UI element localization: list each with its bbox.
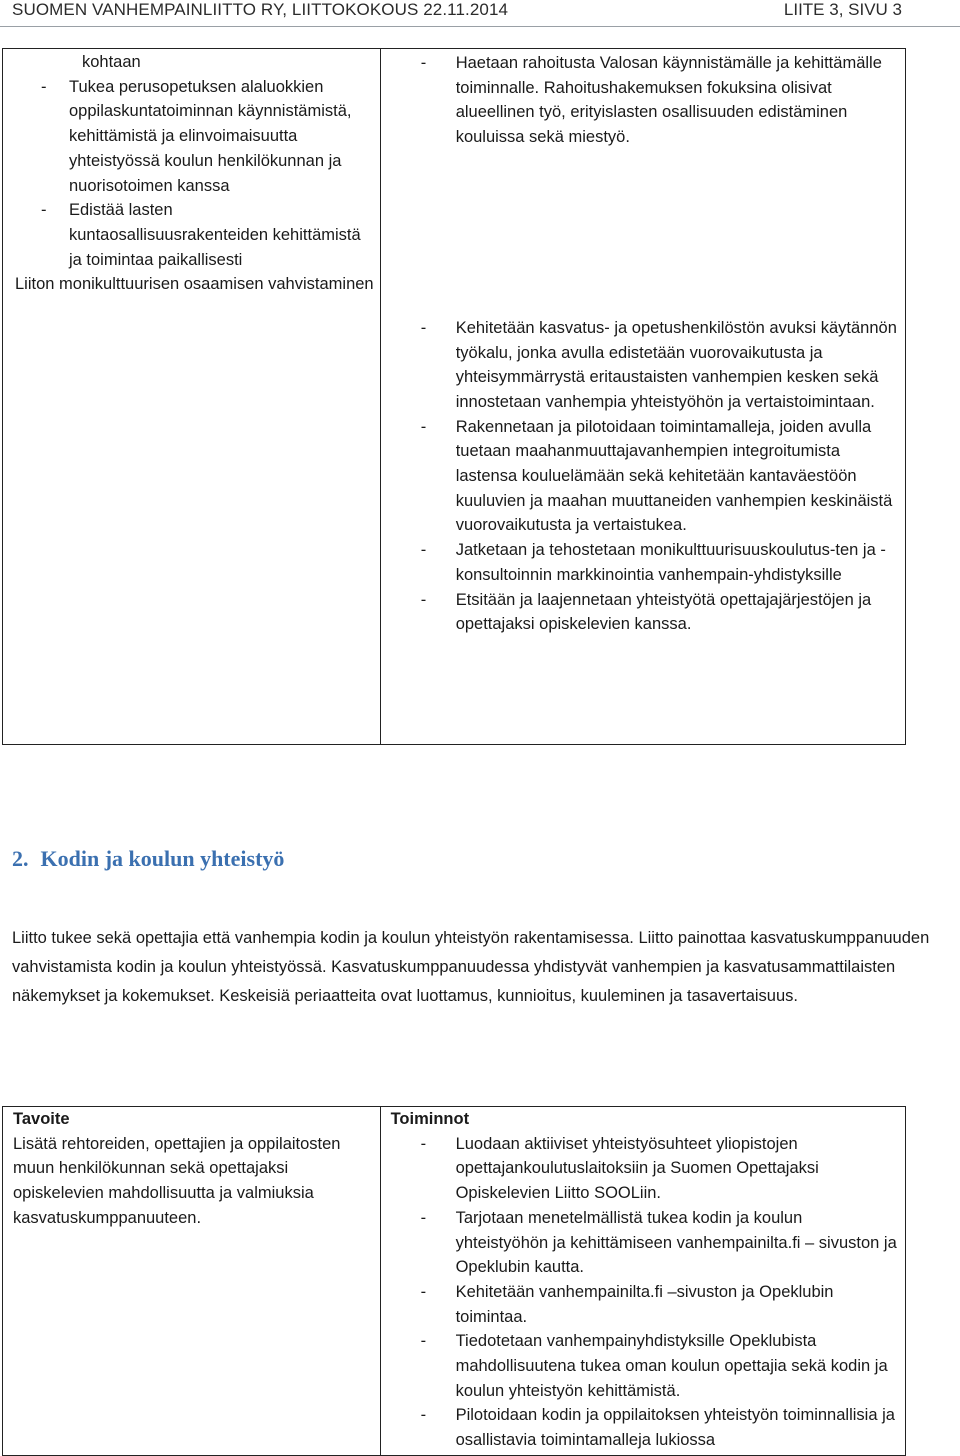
section-number: 2. bbox=[12, 846, 29, 871]
list-item: - Kehitetään kasvatus- ja opetushenkilöstön avuksi käytännön työkalu, jonka avulla edistetään vuorovaikutusta ja yhteisymmärrystä eritaustaisten vanhempien kesken sekä innostetaan vanhempia yhteistyöhön ja vertaistoimintaan. bbox=[381, 316, 897, 415]
page-header bbox=[0, 0, 960, 27]
actions-list-top bbox=[381, 51, 897, 150]
intro-text: kohtaan bbox=[82, 53, 141, 71]
goal-text: Liiton monikulttuurisen osaamisen vahvistaminen bbox=[15, 275, 374, 294]
list-item: - Tiedotetaan vanhempainyhdistyksille Opeklubista mahdollisuutena tukea oman koulun opettajia sekä kodin ja koulun yhteistyön kehittämistä. bbox=[381, 1329, 897, 1403]
list-item: - Etsitään ja laajennetaan yhteistyötä opettajajärjestöjen ja opettajaksi opiskelevien kanssa. bbox=[381, 588, 897, 637]
list-item: - Jatketaan ja tehostetaan monikulttuurisuuskoulutus-ten ja -konsultoinnin markkinointia vanhempain-yhdistyksille bbox=[381, 538, 897, 587]
goal-text: Lisätä rehtoreiden, opettajien ja oppilaitosten muun henkilökunnan sekä opettajaksi opiskelevien mahdollisuutta ja valmiuksia kasvatuskumppanuuteen. bbox=[13, 1134, 341, 1227]
list-item: - Haetaan rahoitusta Valosan käynnistämälle ja kehittämälle toiminnalle. Rahoitushakemuksen fokuksina olisivat alueellinen työ, erityislasten osallisuuden edistäminen kouluissa sekä miestyö. bbox=[381, 51, 897, 150]
goal-cell bbox=[3, 1107, 381, 1456]
actions-cell bbox=[380, 1107, 905, 1456]
section-heading bbox=[12, 846, 284, 872]
list-item: - Tarjotaan menetelmällistä tukea kodin ja koulun yhteistyöhön ja kehittämiseen vanhempainilta.fi – sivuston ja Opeklubin kautta. bbox=[381, 1206, 897, 1280]
header-organization: SUOMEN VANHEMPAINLIITTO RY, LIITTOKOKOUS 22.11.2014 bbox=[12, 0, 509, 19]
activities-table-2 bbox=[2, 1106, 906, 1456]
actions-header: Toiminnot bbox=[390, 1110, 470, 1128]
list-item: - Kehitetään vanhempainilta.fi –sivuston ja Opeklubin toimintaa. bbox=[381, 1280, 897, 1329]
section-paragraph: Liitto tukee sekä opettajia että vanhempia kodin ja koulun yhteistyön rakentamisessa. Liitto painottaa kasvatuskumppanuuden vahvistamista kodin ja koulun yhteistyössä. Kasvatuskumppanuudessa yhdistyvät vanhempien ja kasvatusammattilaisten näkemykset ja kokemukset. Keskeisiä periaatteita ovat luottamus, kunnioitus, kuuleminen ja tasavertaisuus. bbox=[12, 929, 930, 1005]
actions-list bbox=[381, 1132, 897, 1453]
actions-cell bbox=[380, 49, 905, 745]
list-item: - Rakennetaan ja pilotoidaan toimintamalleja, joiden avulla tuetaan maahanmuuttajavanhempien integroitumista lastensa kouluelämään sekä kehitetään kantaväestöön kuuluvien ja maahan muuttaneiden vanhempien keskinäistä vuorovaikutusta ja vertaistukea. bbox=[381, 415, 897, 539]
activities-table-1 bbox=[2, 48, 906, 745]
list-item: - Edistää lasten kuntaosallisuusrakenteiden kehittämistä ja toimintaa paikallisesti bbox=[3, 198, 368, 272]
actions-list-bottom bbox=[381, 316, 897, 637]
header-page-number: LIITE 3, SIVU 3 bbox=[783, 0, 902, 19]
section-title: Kodin ja koulun yhteistyö bbox=[40, 846, 285, 871]
list-item: - Pilotoidaan kodin ja oppilaitoksen yhteistyön toiminnallisia ja osallistavia toimintamalleja lukiossa bbox=[381, 1403, 897, 1452]
list-item: - Luodaan aktiiviset yhteistyösuhteet yliopistojen opettajankoulutuslaitoksiin ja Suomen Opettajaksi Opiskelevien Liitto SOOLiin. bbox=[381, 1132, 897, 1206]
goal-list bbox=[3, 75, 374, 273]
goal-cell bbox=[3, 49, 381, 745]
goal-header: Tavoite bbox=[13, 1110, 70, 1128]
list-item: - Tukea perusopetuksen alaluokkien oppilaskuntatoiminnan käynnistämistä, kehittämistä ja elinvoimaisuutta yhteistyössä koulun henkilökunnan ja nuorisotoimen kanssa bbox=[3, 75, 368, 199]
